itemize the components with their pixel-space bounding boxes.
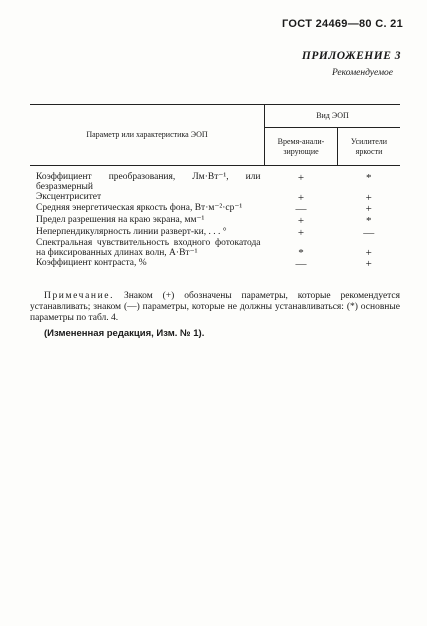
page-header: ГОСТ 24469—80 С. 21 bbox=[282, 18, 403, 30]
mark-brightness-amplifier: * bbox=[366, 215, 372, 228]
mark-time-analyzing: + bbox=[297, 215, 305, 228]
mark-brightness-amplifier: * bbox=[366, 172, 372, 184]
mark-time-analyzing: — bbox=[295, 203, 307, 216]
param-name: Средняя энергетическая яркость фона, Вт·м⁻²·ср⁻¹ bbox=[36, 203, 243, 214]
table-row bbox=[30, 259, 400, 271]
param-name: Коэффициент контраста, % bbox=[36, 258, 147, 269]
mark-time-analyzing: + bbox=[297, 226, 305, 239]
param-name: Предел разрешения на краю экрана, мм⁻¹ bbox=[36, 215, 205, 226]
change-note: (Измененная редакция, Изм. № 1). bbox=[44, 328, 205, 339]
mark-time-analyzing: — bbox=[295, 258, 307, 271]
table-row bbox=[30, 216, 400, 228]
mark-time-analyzing: + bbox=[297, 191, 305, 204]
mark-time-analyzing: * bbox=[298, 246, 304, 259]
param-name: Спектральная чувствительность входного фотокатода на фиксированных длинах волн, А·Вт⁻¹ bbox=[36, 238, 261, 259]
mark-brightness-amplifier: + bbox=[365, 258, 372, 271]
param-name: Коэффициент преобразования, Лм·Вт⁻¹, или безразмерный bbox=[36, 172, 261, 192]
appendix-title: ПРИЛОЖЕНИЕ 3 bbox=[301, 50, 401, 62]
table-row bbox=[30, 173, 400, 193]
note-label: Примечание. bbox=[44, 291, 115, 301]
time-analyzing-column-header: Время-анали-зирующие bbox=[265, 128, 338, 166]
mark-brightness-amplifier: + bbox=[365, 203, 372, 216]
eop-type-header: Вид ЭОП bbox=[265, 105, 401, 128]
parameters-table bbox=[30, 104, 400, 271]
param-column-header: Параметр или характеристика ЭОП bbox=[30, 105, 265, 166]
brightness-amplifier-column-header: Усилители яркости bbox=[338, 128, 401, 166]
param-name: Эксцентриситет bbox=[36, 191, 102, 202]
mark-brightness-amplifier: — bbox=[363, 226, 375, 239]
mark-time-analyzing: + bbox=[297, 172, 305, 184]
appendix-subtitle: Рекомендуемое bbox=[331, 68, 393, 78]
table-row bbox=[30, 239, 400, 259]
note-text: Знаком (+) обозначены параметры, которые рекомендуется устанавливать; знаком (—) параметры, которые не должны устанавливаться: (*) основные параметры по табл. 4. bbox=[30, 291, 401, 323]
mark-brightness-amplifier: + bbox=[365, 191, 372, 204]
mark-brightness-amplifier: + bbox=[365, 246, 372, 259]
note-paragraph bbox=[30, 291, 400, 324]
param-name: Неперпендикулярность линии разверт-ки, . . . ° bbox=[36, 226, 227, 237]
